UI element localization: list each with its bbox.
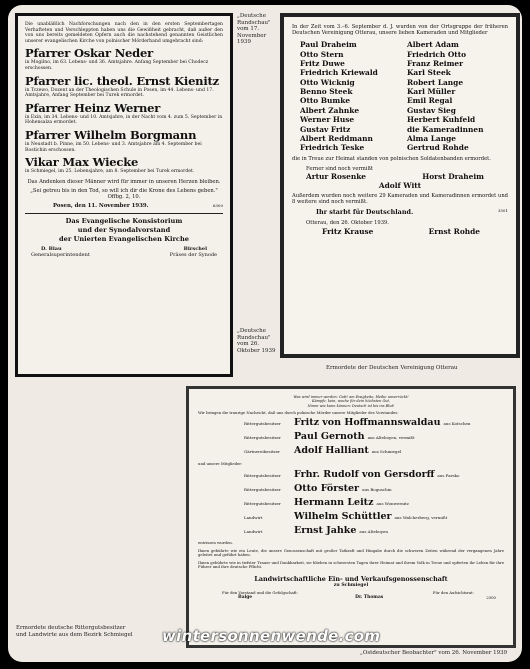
member-title: Gärtnereibesitzer xyxy=(244,449,280,455)
victim-name: Karl Müller xyxy=(407,87,456,97)
member-name: Fritz von Hoffmannswaldau xyxy=(294,417,441,429)
victim-name: Herbert Kuhfeld xyxy=(407,115,476,125)
ad-code: 2300 xyxy=(486,595,496,601)
person-detail: in Tczewo, Dozent an der Theologischen Schule in Posen, im 44. Lebens- und 17. Amtsjahre, Anfang September bei Turek ermordet. xyxy=(25,87,214,99)
member-name: Otto Förster xyxy=(294,483,360,495)
notice-date: Posen, den 11. November 1939. xyxy=(53,203,149,210)
cooperative-place: zu Schmiegel xyxy=(333,583,369,589)
victim-name: Emil Regal xyxy=(407,96,453,106)
scan-page xyxy=(8,5,522,662)
motto-3: Nimm wie kann können: Deutsch ist bis ins Blut! xyxy=(307,403,395,408)
signature-names xyxy=(198,595,504,600)
victim-name: Fritz Duwe xyxy=(300,59,345,69)
org-line-2: und der Synodalvorstand xyxy=(77,225,171,234)
missing-name: Adolf Witt xyxy=(378,180,422,190)
caption-source-mid: „Deutsche Rundschau" vom 26. Oktober 1939 xyxy=(237,328,276,354)
torn-line: entrissen wurden. xyxy=(198,540,233,546)
person-name: Pfarrer Oskar Neder xyxy=(25,46,153,61)
victim-name: Friedrich Kriewald xyxy=(300,68,378,78)
slogan-row xyxy=(292,208,508,216)
member-row xyxy=(244,525,504,539)
signature-right-label: Für den Aufsichtsrat: xyxy=(432,590,474,596)
tribute-text-1: Ihnen gebührte wie ein Leute, die unsere Genossenschaft mit großer Tatkraft und Hingabe durch die schweren Zeiten während der vergangenen Jahre geleitet und geführt haben. xyxy=(198,547,504,558)
ad-code: 6300 xyxy=(212,203,223,209)
victim-name: Friedrich Teske xyxy=(300,143,365,153)
member-place: aus Kotschen xyxy=(443,421,471,427)
member-title: Rittergutsbesitzer xyxy=(244,435,281,441)
memory-line: Das Andenken dieser Männer wird für immer in unseren Herzen bleiben. xyxy=(27,178,221,185)
notice-intro: Die unabläßlich Nachforschungen nach den in den ersten Septembertagen Verhafteten und Verschleppten haben uns die Gewißheit gebracht, daß außer den von uns bereits gemeldeten Opfern auch die nachstehend genannten Geistlichen unserer evangelischen Kirche von polnischer Mörderhand umgebracht sind: xyxy=(25,22,223,44)
board-member-row xyxy=(244,417,504,431)
victim-name: die Kameradinnen xyxy=(407,124,484,134)
motto-1: Was wird immer werden: Gott! am Ewigkeite, bleibe unverrückt! xyxy=(293,395,409,399)
missing-name: Artur Rosenke xyxy=(306,171,367,181)
member-place: aus Alteboyen, vermißt xyxy=(367,435,415,441)
obituary-notice-clergy xyxy=(15,13,233,377)
slogan: Ihr starbt für Deutschland. xyxy=(316,208,414,217)
motto-2: Kämpfe, kein, wache für dein höchsten Gut, xyxy=(311,399,391,404)
signature-right-name: Dr. Thomas xyxy=(355,595,384,601)
signature-left-name: Balge xyxy=(238,595,253,601)
signature-name: Fritz Krause xyxy=(322,226,374,236)
victim-name: Paul Draheim xyxy=(300,40,357,50)
murdered-line: die in Treue zur Heimat standen von polnischen Soldatenbanden ermordet. xyxy=(292,155,491,162)
member-place: aus Wonwernitz xyxy=(376,501,409,507)
obituary-notice-otterau xyxy=(280,13,520,358)
member-title: Rittergutsbesitzer xyxy=(244,501,281,507)
signature-left-label: Für den Vorstand und die Gefolgschaft: xyxy=(222,590,298,596)
victim-name: Werner Huse xyxy=(300,115,355,125)
person-detail: in Exin, im 34. Lebens- und 10. Amtsjahre, in der Nacht vom 4. zum 5. September in Hohensalza ermordet. xyxy=(25,114,223,126)
victim-name: Benno Steek xyxy=(300,87,353,97)
member-name: Frhr. Rudolf von Gersdorff xyxy=(294,469,435,481)
victim-name: Albert Reddmann xyxy=(300,133,373,143)
member-place: aus Schmiegel xyxy=(371,449,402,455)
victim-name: Otto Stern xyxy=(300,49,344,59)
member-row xyxy=(244,511,504,525)
missing-names-row xyxy=(292,172,508,181)
caption-schmiegel-1: Ermordete deutsche Rittergutsbesitzer xyxy=(16,625,126,631)
member-row xyxy=(244,483,504,497)
victim-name: Friedrich Otto xyxy=(407,49,467,59)
member-list xyxy=(198,469,504,539)
divider xyxy=(25,213,223,214)
notice-intro: In der Zeit vom 3.–6. September d. J. wurden von der Ortsgruppe der früheren Deutschen Vereinigung Otterau, unsere lieben Kameraden und Mitglieder xyxy=(292,24,508,37)
signature-titles xyxy=(25,252,223,258)
member-title: Rittergutsbesitzer xyxy=(244,473,281,479)
caption-source-top: „Deutsche Rundschau" vom 17. November 1939 xyxy=(237,13,271,45)
person-name: Vikar Max Wiecke xyxy=(25,155,139,170)
caption-otterau: Ermordete der Deutschen Vereinigung Otterau xyxy=(326,365,458,371)
member-row xyxy=(244,497,504,511)
missing-label: Ferner sind noch vermißt xyxy=(306,165,374,172)
member-name: Adolf Halliant xyxy=(294,445,369,457)
caption-schmiegel-2: und Landwirte aus dem Bezirk Schmiegel xyxy=(16,632,133,638)
member-name: Wilhelm Schüttler xyxy=(294,511,392,523)
further-victims: Außerdem wurden noch weitere 29 Kameraden und Kameradinnen ermordet und 8 weitere sind noch vermißt. xyxy=(292,192,508,206)
victim-name: Otto Bumke xyxy=(300,96,351,106)
person-name: Pfarrer Heinz Werner xyxy=(25,100,161,115)
victim-name: Franz Reimer xyxy=(407,59,464,69)
board-member-row xyxy=(244,431,504,445)
signature-row xyxy=(292,227,508,237)
victim-name: Gustav Fritz xyxy=(300,124,351,134)
member-name: Paul Gernoth xyxy=(294,431,365,443)
member-place: aus Boguschin xyxy=(362,487,392,493)
and-members-line: und unsere Mitglieder: xyxy=(198,461,243,467)
notice-intro: Wir bringen die traurige Nachricht, daß uns durch polnische Mörder unsere Mitglieder des Vorstandes: xyxy=(198,409,399,415)
member-place: aus Parsko xyxy=(437,473,460,479)
signature-name: Ernst Rohde xyxy=(428,226,480,236)
obituary-notice-schmiegel xyxy=(186,386,516,648)
person-detail: in Schmiegel, im 25. Lebensjahre, am 8. September bei Turek ermordet. xyxy=(25,169,195,175)
person-detail: in Neustadt b. Pinne, im 50. Lebens- und 3. Amtsjahre am 4. September bei Rostichin erschossen. xyxy=(25,141,202,153)
website-watermark: wintersonnenwende.com xyxy=(162,627,381,645)
notice-date: Otterau, den 26. Oktober 1939. xyxy=(306,220,389,227)
person-name: Pfarrer lic. theol. Ernst Kienitz xyxy=(25,73,219,88)
person-name: Pfarrer Wilhelm Borgmann xyxy=(25,127,197,142)
victim-name: Karl Steek xyxy=(407,68,451,78)
victim-name: Albert Adam xyxy=(407,40,459,50)
member-name: Ernst Jahke xyxy=(294,525,357,537)
tribute-text-2: Ihnen gebührte wie in tiefster Trauer und Dankbarkeit, sie blieben in schwersten Tagen ihrer Heimat und ihrem Volk in Treue und opferten ihr Leben für ihre Führer und ihre deutsche Pflicht. xyxy=(198,559,504,570)
victim-name: Otto Wicknig xyxy=(300,77,355,87)
member-row xyxy=(244,469,504,483)
caption-source-bottom: „Ostdeutscher Beobachter" vom 26. November 1939 xyxy=(360,650,508,656)
member-place: aus Alteboyen xyxy=(359,529,388,535)
member-place: aus Walcherberg, vermißt xyxy=(394,515,448,521)
member-title: Landwirt xyxy=(244,515,263,521)
signature-left-name: D. Blau xyxy=(41,246,62,253)
org-line-3: der Unierten Evangelischen Kirche xyxy=(59,234,189,243)
ad-code: 3501 xyxy=(497,208,508,214)
person-detail: in Mogilno, im 63. Lebens- und 36. Amtsjahre. Anfang September bei Chodecz erschossen. xyxy=(25,60,209,71)
missing-name: Horst Draheim xyxy=(422,171,484,181)
member-title: Rittergutsbesitzer xyxy=(244,487,281,493)
bible-verse: „Sei getreu bis in den Tod, so will ich dir die Krone des Lebens geben." Offbg. 2, 10. xyxy=(30,187,218,201)
board-list xyxy=(198,417,504,459)
member-title: Landwirt xyxy=(244,529,263,535)
signature-right-title: Präses der Synode xyxy=(169,252,217,259)
board-member-row xyxy=(244,445,504,459)
signature-right-name: Birschel xyxy=(183,246,207,253)
member-name: Hermann Leitz xyxy=(294,497,374,509)
victim-name: Gustav Sieg xyxy=(407,105,456,115)
victim-name: Robert Lange xyxy=(407,77,464,87)
victim-name: Gertrud Rohde xyxy=(407,143,469,153)
member-title: Rittergutsbesitzer xyxy=(244,421,281,427)
org-line-1: Das Evangelische Konsistorium xyxy=(65,217,183,226)
victim-name: Alma Lange xyxy=(407,133,456,143)
signature-left-title: Generalsuperintendent xyxy=(31,252,90,259)
victim-name: Albert Zahnke xyxy=(300,105,360,115)
victim-names xyxy=(300,40,508,152)
cooperative-name: Landwirtschaftliche Ein- und Verkaufsgenossenschaft xyxy=(254,575,448,584)
date-row xyxy=(25,203,223,209)
